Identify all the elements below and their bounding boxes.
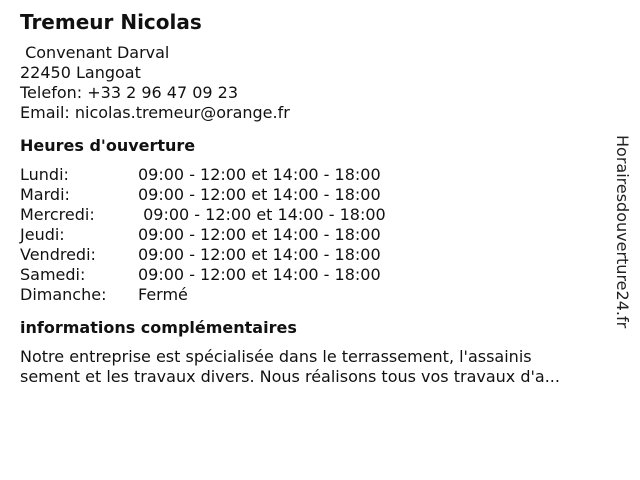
hours-day: Vendredi: bbox=[20, 245, 96, 264]
hours-time: Fermé bbox=[138, 285, 188, 304]
hours-time: 09:00 - 12:00 et 14:00 - 18:00 bbox=[138, 225, 381, 244]
hours-time: 09:00 - 12:00 et 14:00 - 18:00 bbox=[138, 265, 381, 284]
opening-hours-title: Heures d'ouverture bbox=[20, 136, 196, 155]
phone-line: Telefon: +33 2 96 47 09 23 bbox=[20, 83, 239, 102]
hours-day: Lundi: bbox=[20, 165, 69, 184]
additional-info-line: Notre entreprise est spécialisée dans le terrassement, l'assainis bbox=[20, 347, 532, 366]
site-watermark: Horairesdouverture24.fr bbox=[613, 135, 632, 329]
address-street: Convenant Darval bbox=[20, 43, 170, 62]
contact-block bbox=[20, 43, 610, 123]
hours-row-friday bbox=[20, 245, 610, 265]
hours-day: Mardi: bbox=[20, 185, 70, 204]
business-card bbox=[20, 10, 610, 387]
additional-info-line: sement et les travaux divers. Nous réalisons tous vos travaux d'a... bbox=[20, 367, 560, 386]
hours-row-monday bbox=[20, 165, 610, 185]
hours-time: 09:00 - 12:00 et 14:00 - 18:00 bbox=[138, 245, 381, 264]
hours-row-thursday bbox=[20, 225, 610, 245]
hours-time: 09:00 - 12:00 et 14:00 - 18:00 bbox=[138, 205, 386, 224]
hours-row-wednesday bbox=[20, 205, 610, 225]
hours-day: Jeudi: bbox=[20, 225, 65, 244]
additional-info-text bbox=[20, 347, 610, 387]
hours-row-saturday bbox=[20, 265, 610, 285]
hours-day: Samedi: bbox=[20, 265, 86, 284]
hours-time: 09:00 - 12:00 et 14:00 - 18:00 bbox=[138, 165, 381, 184]
hours-row-sunday bbox=[20, 285, 610, 305]
hours-row-tuesday bbox=[20, 185, 610, 205]
business-name: Tremeur Nicolas bbox=[20, 10, 202, 34]
hours-time: 09:00 - 12:00 et 14:00 - 18:00 bbox=[138, 185, 381, 204]
opening-hours-table bbox=[20, 165, 610, 305]
hours-day: Dimanche: bbox=[20, 285, 107, 304]
address-city: 22450 Langoat bbox=[20, 63, 141, 82]
email-line: Email: nicolas.tremeur@orange.fr bbox=[20, 103, 290, 122]
additional-info-title: informations complémentaires bbox=[20, 318, 297, 337]
hours-day: Mercredi: bbox=[20, 205, 95, 224]
